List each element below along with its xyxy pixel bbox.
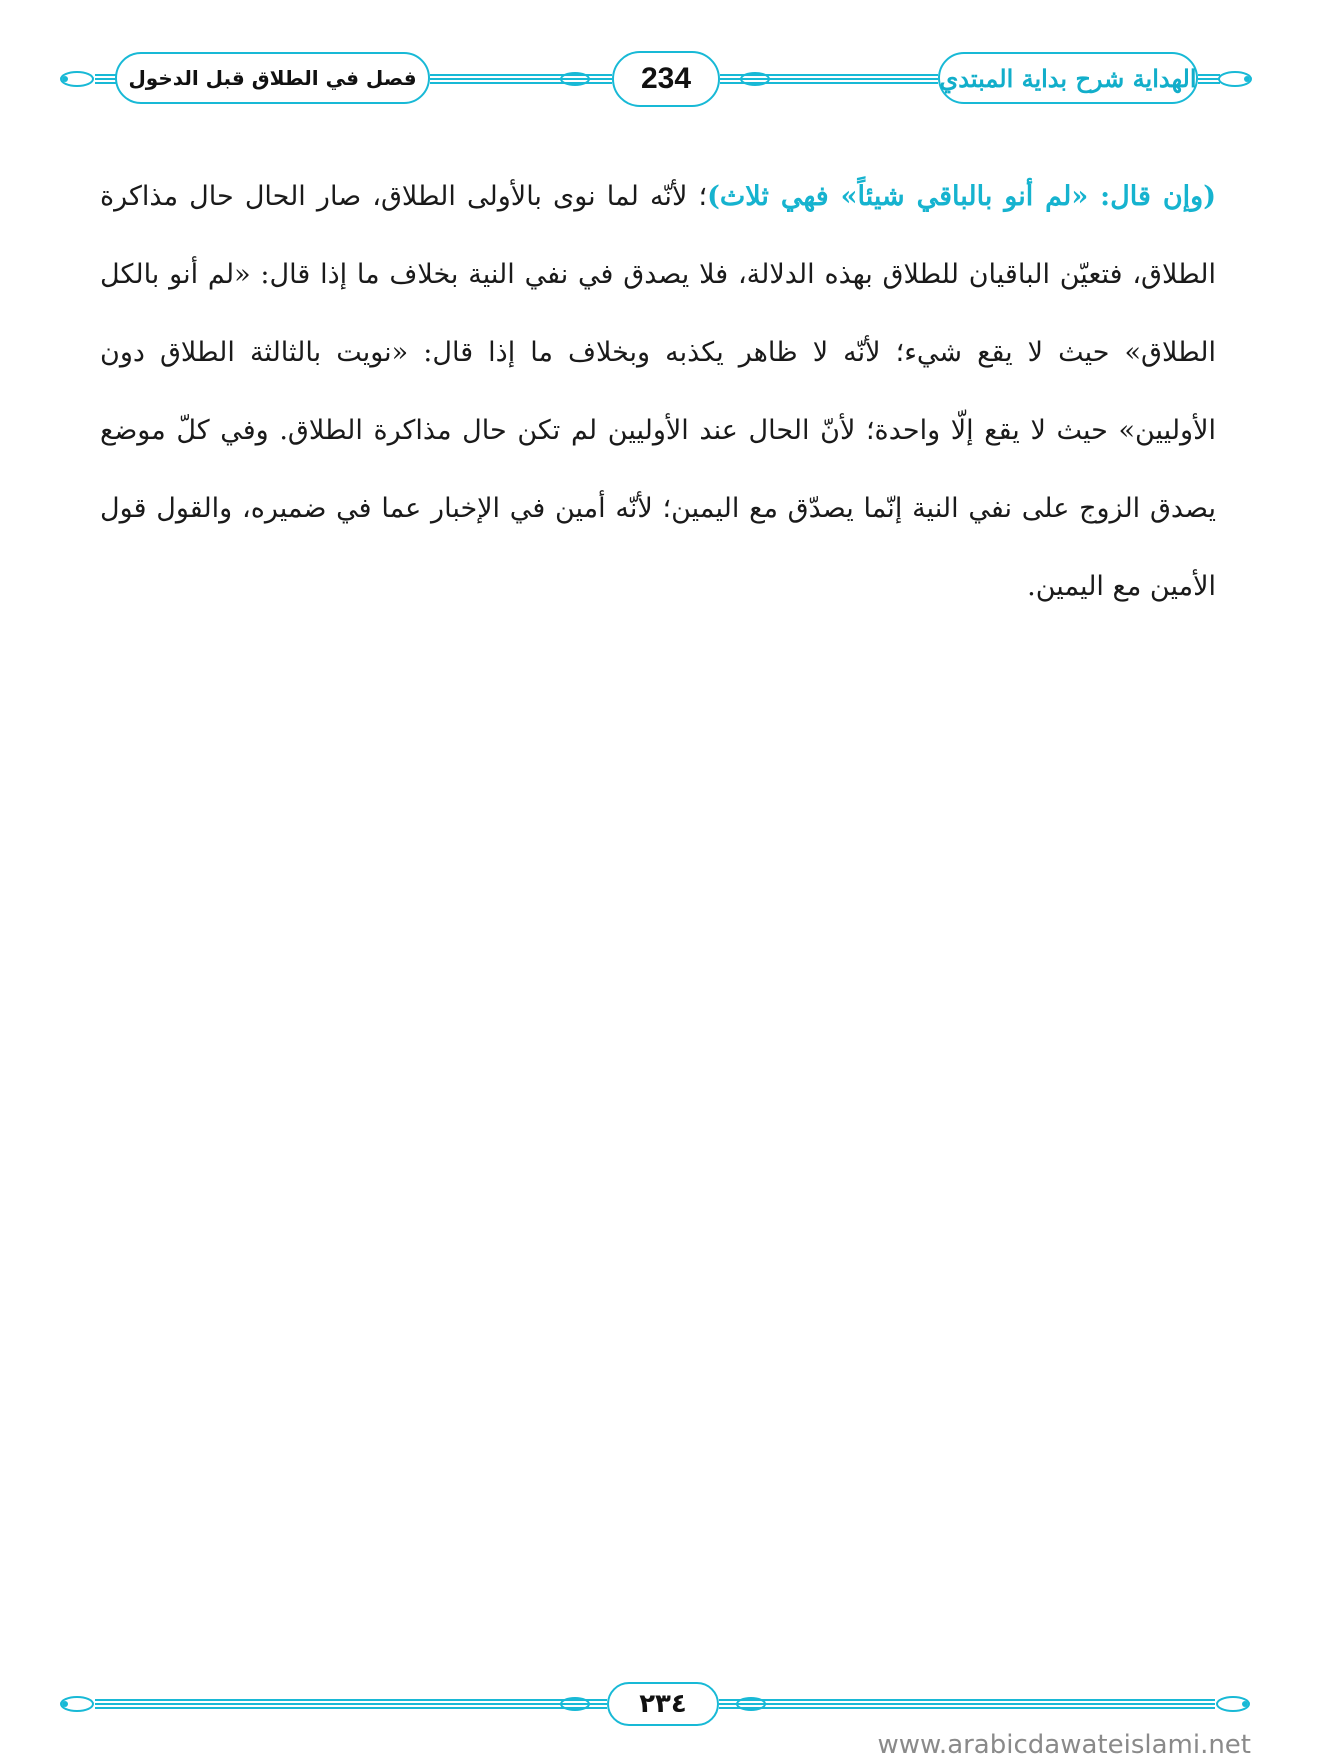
chapter-title-badge — [115, 52, 430, 104]
page-number: 234 — [640, 62, 692, 95]
page-footer — [55, 1682, 1255, 1726]
body-text — [100, 158, 1216, 626]
body-paragraph: ؛ لأنّه لما نوى بالأولى الطلاق، صار الحال حال مذاكرة الطلاق، فتعيّن الباقيان للطلاق بهذه الدلالة، فلا يصدق في نفي النية بخلاف ما إذا قال: «لم أنو بالكل الطلاق» حيث لا يقع شيء؛ لأنّه لا ظاهر يكذبه وبخلاف ما إذا قال: «نويت بالثالثة الطلاق دون الأوليين» حيث لا يقع إلّا واحدة؛ لأنّ الحال عند الأوليين لم تكن حال مذاكرة الطلاق. وفي كلّ موضع يصدق الزوج على نفي النية إنّما يصدّق مع اليمين؛ لأنّه أمين في الإخبار عما في ضميره، والقول قول الأمين مع اليمين. — [100, 181, 1216, 602]
page-number-badge — [612, 51, 720, 107]
chapter-title: فصل في الطلاق قبل الدخول — [128, 66, 417, 90]
footer-page-number-badge — [607, 1682, 719, 1726]
book-title: الهداية شرح بداية المبتدي — [939, 63, 1197, 93]
footer-page-number: ٢٣٤ — [639, 1689, 687, 1719]
website-url: www.arabicdawateislami.net — [877, 1730, 1251, 1760]
highlighted-quote: (وإن قال: «لم أنو بالباقي شيئاً» فهي ثلاث) — [707, 181, 1216, 212]
page-header — [55, 48, 1255, 110]
book-title-badge — [938, 52, 1198, 104]
